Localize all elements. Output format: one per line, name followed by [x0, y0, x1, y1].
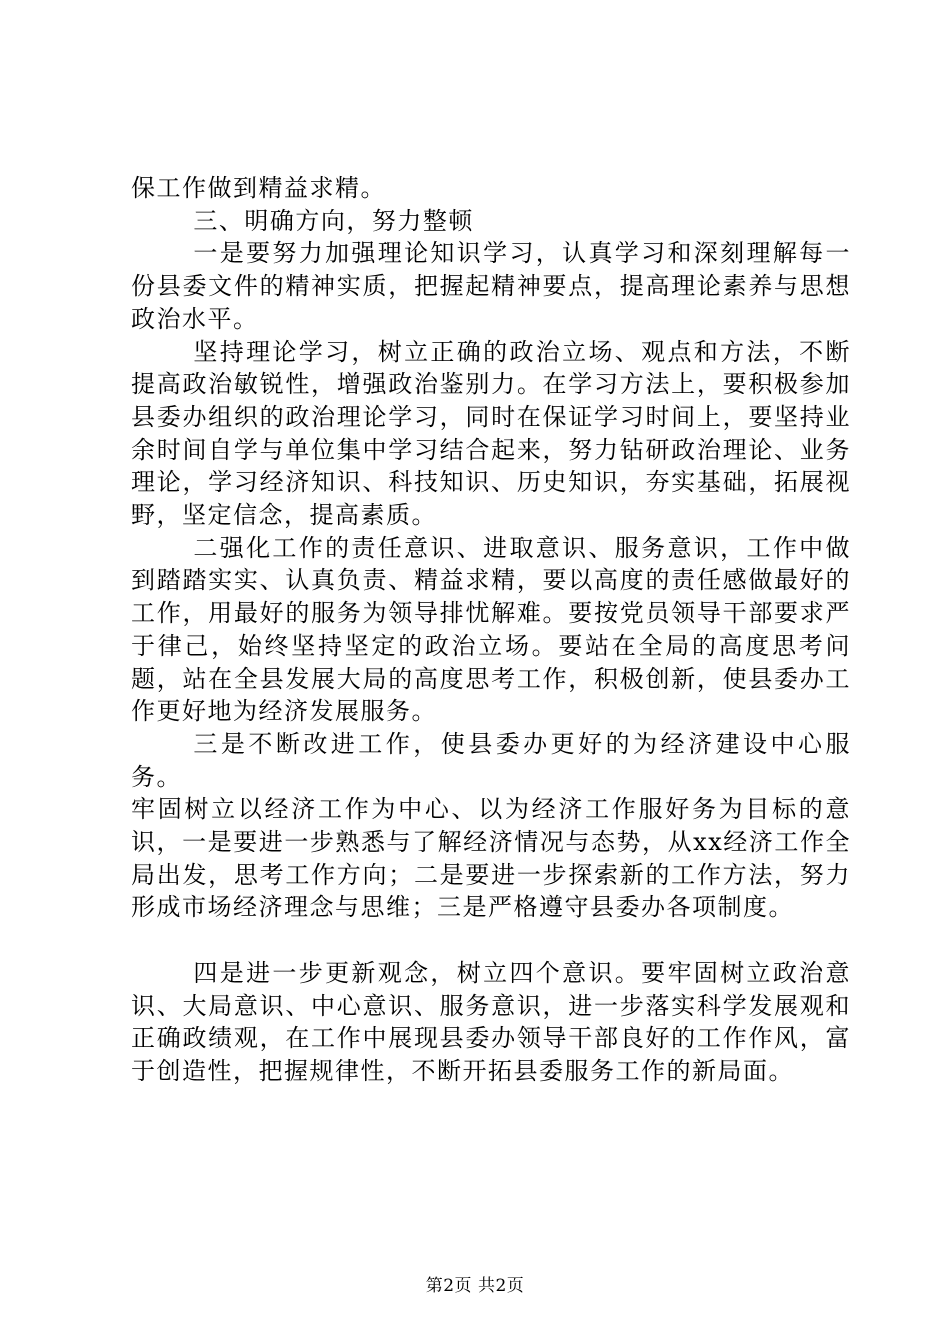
paragraph: 三是不断改进工作，使县委办更好的为经济建设中心服务。	[131, 729, 851, 791]
section-heading: 三、明确方向，努力整顿	[193, 206, 474, 235]
paragraph: 二强化工作的责任意识、进取意识、服务意识，工作中做到踏踏实实、认真负责、精益求精，要以高度的责任感做最好的工作，用最好的服务为领导排忧解难。要按党员领导干部要求严于律己，始终坚持坚定的政治立场。要站在全局的高度思考问题，站在全县发展大局的高度思考工作，积极创新，使县委办工作更好地为经济发展服务。	[131, 533, 851, 726]
paragraph: 牢固树立以经济工作为中心、以为经济工作服好务为目标的意识，一是要进一步熟悉与了解经济情况与态势，从xx经济工作全局出发，思考工作方向；二是要进一步探索新的工作方法，努力形成市场经济理念与思维；三是严格遵守县委办各项制度。	[131, 795, 851, 922]
paragraph: 一是要努力加强理论知识学习，认真学习和深刻理解每一份县委文件的精神实质，把握起精神要点，提高理论素养与思想政治水平。	[131, 239, 851, 333]
document-body	[131, 172, 851, 1088]
paragraph-continuation: 保工作做到精益求精。	[131, 174, 386, 202]
paragraph: 四是进一步更新观念，树立四个意识。要牢固树立政治意识、大局意识、中心意识、服务意识，进一步落实科学发展观和正确政绩观，在工作中展现县委办领导干部良好的工作作风，富于创造性，把握规律性，不断开拓县委服务工作的新局面。	[131, 958, 851, 1085]
page-footer: 第2页 共2页	[425, 1276, 525, 1296]
paragraph: 坚持理论学习，树立正确的政治立场、观点和方法，不断提高政治敏锐性，增强政治鉴别力。在学习方法上，要积极参加县委办组织的政治理论学习，同时在保证学习时间上，要坚持业余时间自学与单位集中学习结合起来，努力钻研政治理论、业务理论，学习经济知识、科技知识、历史知识，夯实基础，拓展视野，坚定信念，提高素质。	[131, 337, 851, 530]
paragraph-spacer	[131, 924, 851, 957]
